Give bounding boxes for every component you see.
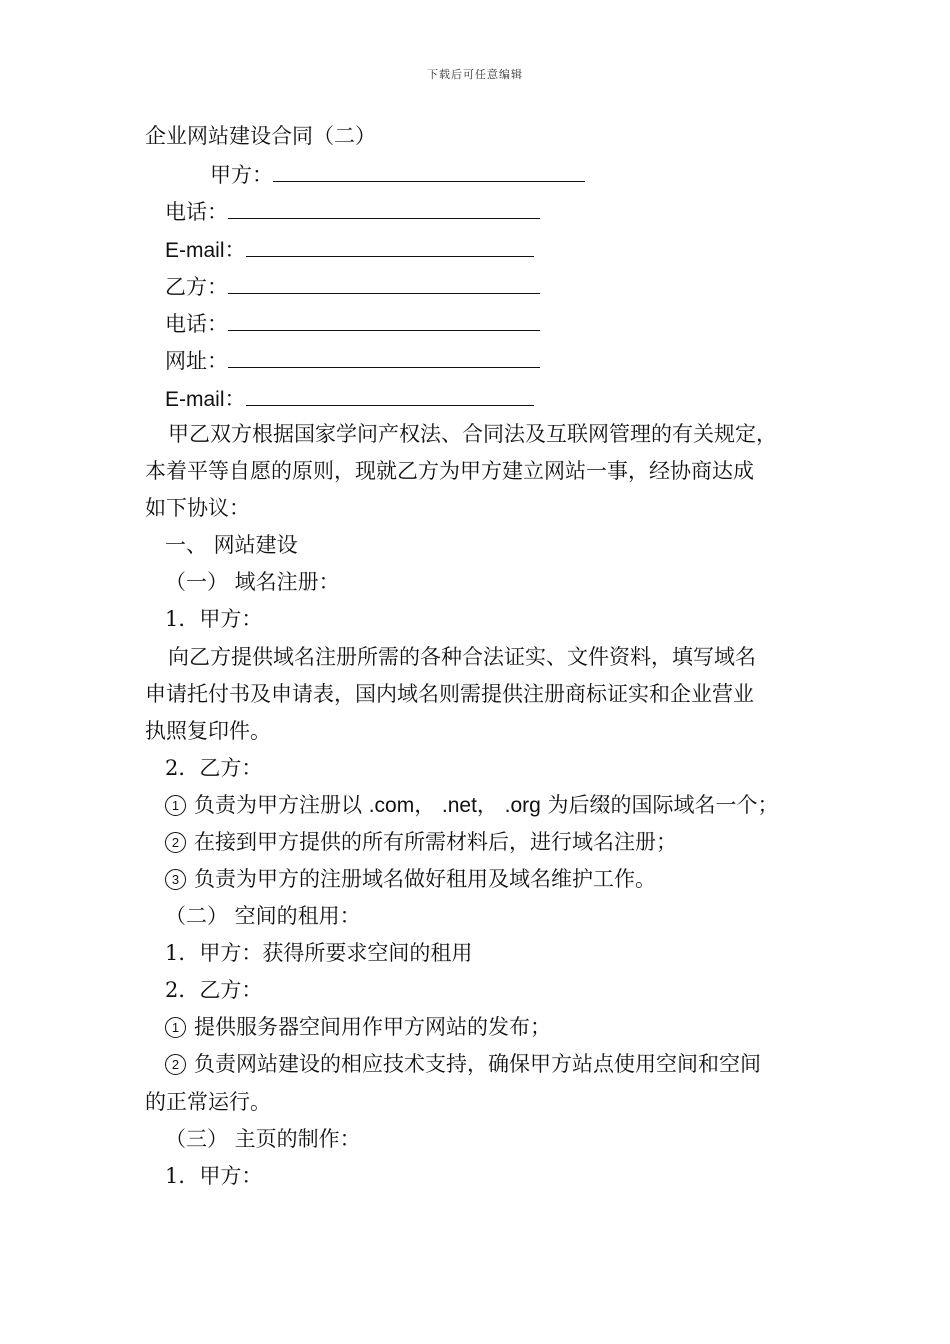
sub1-item1-text-1: 向乙方提供域名注册所需的各种合法证实、文件资料，填写域名 (168, 645, 756, 669)
subsection-3-heading: （三） 主页的制作： (165, 1127, 361, 1151)
email-b-label: E-mail： (165, 388, 246, 411)
sub2-point-2-continued: 的正常运行。 (145, 1090, 271, 1114)
website-b-blank (228, 347, 540, 368)
subsection-2-heading: （二） 空间的租用： (165, 904, 361, 928)
point-text: 负责网站建设的相应技术支持，确保甲方站点使用空间和空间 (194, 1052, 761, 1076)
domain-net: .net (441, 794, 477, 817)
phone-a-blank (228, 198, 540, 219)
circled-number: 3 (165, 869, 186, 890)
sub2-point-2 (165, 1052, 761, 1076)
phone-b-blank (228, 310, 540, 331)
sub1-point-1 (165, 793, 778, 818)
point-text: 提供服务器空间用作甲方网站的发布； (194, 1015, 551, 1039)
sub1-item1-text-2: 申请托付书及申请表，国内域名则需提供注册商标证实和企业营业 (145, 682, 754, 706)
section-1-heading: 一、 网站建设 (165, 533, 298, 557)
document-title: 企业网站建设合同（二） (145, 124, 376, 148)
sub2-item1: 1．甲方：获得所要求空间的租用 (165, 941, 473, 965)
email-a-blank (246, 236, 534, 257)
point-text: 在接到甲方提供的所有所需材料后，进行域名注册； (194, 830, 677, 854)
domain-org: .org (504, 794, 541, 817)
sub3-item1-label: 1．甲方： (165, 1164, 263, 1188)
point-text: 负责为甲方注册以 (194, 793, 369, 817)
party-b-label: 乙方： (165, 275, 228, 299)
party-a-label: 甲方： (210, 163, 273, 187)
point-text: 负责为甲方的注册域名做好租用及域名维护工作。 (194, 867, 656, 891)
preamble-line-2: 本着平等自愿的原则，现就乙方为甲方建立网站一事，经协商达成 (145, 459, 754, 483)
domain-com: .com (368, 794, 415, 817)
sub1-item2-label: 2．乙方： (165, 756, 263, 780)
party-a-blank (273, 161, 585, 182)
page-header-note: 下载后可任意编辑 (427, 68, 523, 81)
sub1-item1-text-3: 执照复印件。 (145, 719, 271, 743)
email-a-label: E-mail： (165, 239, 246, 262)
phone-a-field (165, 198, 540, 224)
phone-b-field (165, 310, 540, 336)
party-b-field (165, 273, 540, 299)
party-b-blank (228, 273, 540, 294)
party-a-field (210, 161, 585, 187)
website-b-label: 网址： (165, 349, 228, 373)
email-b-blank (246, 385, 534, 406)
circled-number: 2 (165, 832, 186, 853)
circled-number: 1 (165, 1017, 186, 1038)
email-b-field (165, 385, 534, 412)
preamble-line-3: 如下协议： (145, 496, 250, 520)
sub2-item2-label: 2．乙方： (165, 978, 263, 1002)
sub1-point-3 (165, 867, 656, 891)
sub1-item1-label: 1．甲方： (165, 607, 263, 631)
preamble-line-1: 甲乙双方根据国家学问产权法、合同法及互联网管理的有关规定， (168, 422, 777, 446)
email-a-field (165, 236, 534, 263)
circled-number: 1 (165, 795, 186, 816)
sub2-point-1 (165, 1015, 551, 1039)
phone-b-label: 电话： (165, 312, 228, 336)
separator: ， (414, 793, 442, 817)
phone-a-label: 电话： (165, 200, 228, 224)
separator: ， (476, 793, 505, 817)
website-b-field (165, 347, 540, 373)
circled-number: 2 (165, 1054, 186, 1075)
subsection-1-heading: （一） 域名注册： (165, 570, 340, 594)
point-text: 为后缀的国际域名一个； (540, 793, 779, 817)
sub1-point-2 (165, 830, 677, 854)
